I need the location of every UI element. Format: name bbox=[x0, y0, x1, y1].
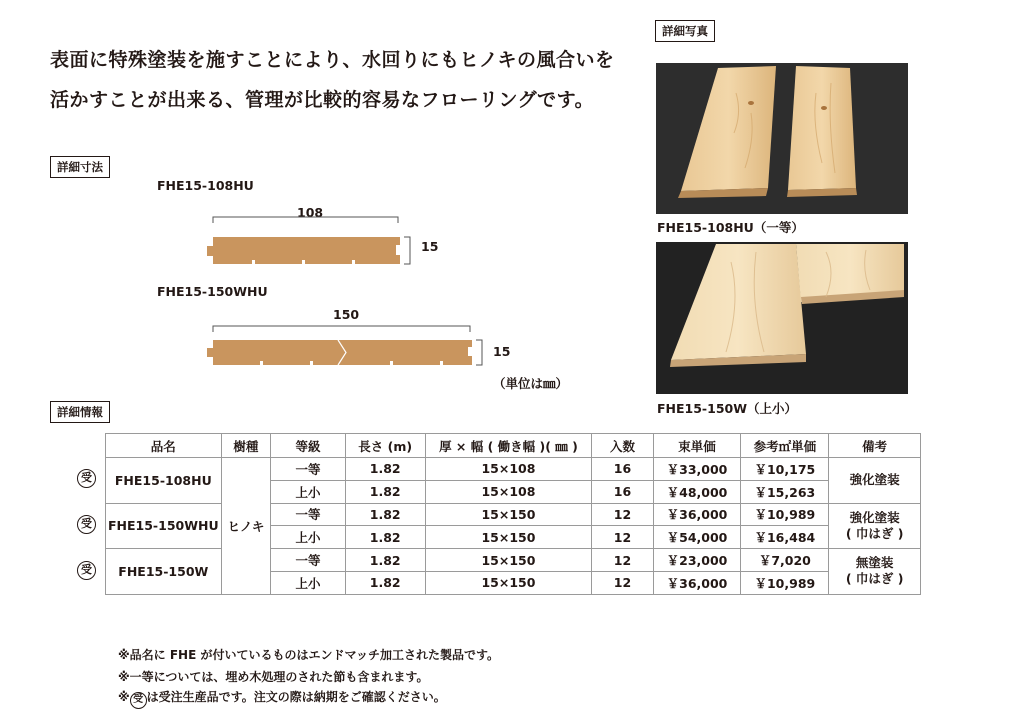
size-cell: 15×150 bbox=[425, 503, 592, 526]
length-cell: 1.82 bbox=[345, 571, 425, 594]
board-108-profile bbox=[207, 237, 400, 264]
header-species: 樹種 bbox=[221, 434, 271, 458]
length-cell: 1.82 bbox=[345, 503, 425, 526]
board-108-drawing bbox=[200, 215, 420, 275]
intro-text bbox=[50, 40, 650, 120]
made-to-order-mark-icon: 受 bbox=[130, 692, 147, 709]
bundle-price-cell: ￥36,000 bbox=[653, 503, 741, 526]
sqm-price-cell: ￥10,989 bbox=[741, 503, 829, 526]
drawing-a-width: 108 bbox=[297, 205, 324, 220]
quantity-cell: 16 bbox=[592, 480, 653, 503]
grade-cell: 一等 bbox=[271, 503, 346, 526]
photo-fhe15-108hu bbox=[656, 63, 908, 214]
header-length: 長さ (m) bbox=[345, 434, 425, 458]
dimensions-label: 詳細寸法 bbox=[50, 156, 110, 178]
sqm-price-cell: ￥15,263 bbox=[741, 480, 829, 503]
made-to-order-mark-icon: 受 bbox=[77, 469, 96, 488]
size-cell: 15×108 bbox=[425, 458, 592, 481]
bundle-price-cell: ￥33,000 bbox=[653, 458, 741, 481]
quantity-cell: 12 bbox=[592, 526, 653, 549]
header-grade: 等級 bbox=[271, 434, 346, 458]
header-sqm-price: 参考㎡単価 bbox=[741, 434, 829, 458]
drawing-b-width: 150 bbox=[333, 307, 360, 322]
intro-line-1: 表面に特殊塗装を施すことにより、水回りにもヒノキの風合いを bbox=[50, 49, 615, 71]
product-name: FHE15-150WHU bbox=[106, 503, 222, 549]
product-name: FHE15-150W bbox=[106, 549, 222, 595]
thickness-dimension-line bbox=[404, 237, 410, 264]
thickness-dimension-line bbox=[476, 340, 482, 365]
header-size: 厚 × 幅 ( 働き幅 )( ㎜ ) bbox=[425, 434, 592, 458]
sqm-price-cell: ￥7,020 bbox=[741, 549, 829, 572]
drawing-b-model: FHE15-150WHU bbox=[157, 284, 268, 299]
size-cell: 15×108 bbox=[425, 480, 592, 503]
grade-cell: 上小 bbox=[271, 571, 346, 594]
sqm-price-cell: ￥10,175 bbox=[741, 458, 829, 481]
notes-cell bbox=[829, 503, 921, 549]
sqm-price-cell: ￥10,989 bbox=[741, 571, 829, 594]
product-name: FHE15-108HU bbox=[106, 458, 222, 504]
width-dimension-line bbox=[213, 217, 398, 223]
footnote-3-prefix: ※ bbox=[118, 690, 130, 704]
unit-note: （単位は㎜） bbox=[493, 376, 569, 391]
board-150-profile bbox=[207, 340, 472, 365]
width-dimension-line bbox=[213, 326, 470, 332]
table-header-row bbox=[106, 434, 921, 458]
grade-cell: 上小 bbox=[271, 526, 346, 549]
species-cell: ヒノキ bbox=[221, 458, 271, 595]
size-cell: 15×150 bbox=[425, 571, 592, 594]
length-cell: 1.82 bbox=[345, 526, 425, 549]
quantity-cell: 12 bbox=[592, 549, 653, 572]
grade-cell: 一等 bbox=[271, 458, 346, 481]
note-line-1: 強化塗装 bbox=[849, 509, 900, 525]
info-label: 詳細情報 bbox=[50, 401, 110, 423]
quantity-cell: 16 bbox=[592, 458, 653, 481]
drawing-a-model: FHE15-108HU bbox=[157, 178, 254, 193]
bundle-price-cell: ￥54,000 bbox=[653, 526, 741, 549]
sqm-price-cell: ￥16,484 bbox=[741, 526, 829, 549]
length-cell: 1.82 bbox=[345, 458, 425, 481]
intro-line-2: 活かすことが出来る、管理が比較的容易なフローリングです。 bbox=[50, 89, 595, 111]
photo-top-caption: FHE15-108HU（一等） bbox=[657, 220, 804, 235]
header-notes: 備考 bbox=[829, 434, 921, 458]
note-line-2: ( 巾はぎ ) bbox=[845, 525, 904, 541]
quantity-cell: 12 bbox=[592, 503, 653, 526]
photo-bottom-caption: FHE15-150W（上小） bbox=[657, 401, 798, 416]
note-line-1: 強化塗装 bbox=[849, 472, 900, 488]
spec-table bbox=[105, 433, 921, 595]
footnote-3 bbox=[118, 688, 446, 708]
quantity-cell: 12 bbox=[592, 571, 653, 594]
notes-cell bbox=[829, 458, 921, 504]
grade-cell: 上小 bbox=[271, 480, 346, 503]
size-cell: 15×150 bbox=[425, 526, 592, 549]
grade-cell: 一等 bbox=[271, 549, 346, 572]
footnote-2: ※一等については、埋め木処理のされた節も含まれます。 bbox=[118, 670, 429, 684]
footnote-1: ※品名に FHE が付いているものはエンドマッチ加工された製品です。 bbox=[118, 648, 500, 662]
bundle-price-cell: ￥36,000 bbox=[653, 571, 741, 594]
note-line-2: ( 巾はぎ ) bbox=[845, 571, 904, 587]
board-150-drawing bbox=[200, 318, 490, 378]
made-to-order-mark-icon: 受 bbox=[77, 515, 96, 534]
bundle-price-cell: ￥48,000 bbox=[653, 480, 741, 503]
drawing-b-thickness: 15 bbox=[493, 344, 511, 359]
length-cell: 1.82 bbox=[345, 480, 425, 503]
made-to-order-mark-icon: 受 bbox=[77, 561, 96, 580]
notes-cell bbox=[829, 549, 921, 595]
header-name: 品名 bbox=[106, 434, 222, 458]
photos-label: 詳細写真 bbox=[655, 20, 715, 42]
note-line-1: 無塗装 bbox=[855, 555, 894, 571]
photo-boards-image bbox=[656, 63, 908, 214]
photo-fhe15-150w bbox=[656, 242, 908, 394]
drawing-a-thickness: 15 bbox=[421, 239, 439, 254]
header-quantity: 入数 bbox=[592, 434, 653, 458]
table-row bbox=[106, 458, 921, 481]
header-bundle-price: 束単価 bbox=[653, 434, 741, 458]
footnote-3-text: は受注生産品です。注文の際は納期をご確認ください。 bbox=[146, 690, 446, 704]
bundle-price-cell: ￥23,000 bbox=[653, 549, 741, 572]
photo-boards-image bbox=[656, 242, 908, 394]
size-cell: 15×150 bbox=[425, 549, 592, 572]
length-cell: 1.82 bbox=[345, 549, 425, 572]
